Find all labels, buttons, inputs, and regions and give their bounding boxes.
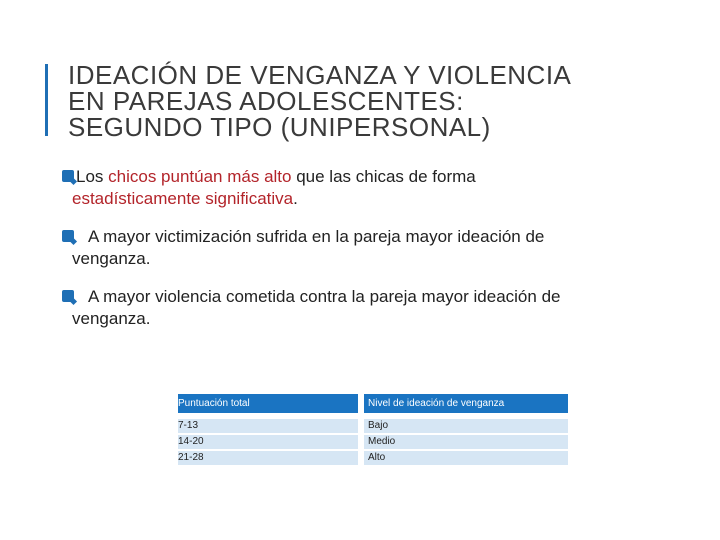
table-row	[178, 435, 568, 451]
bullet-text-line2: estadísticamente significativa.	[72, 189, 298, 208]
table-row	[178, 419, 568, 435]
bullet-list	[62, 166, 682, 346]
ideation-level: Medio	[358, 435, 568, 451]
checkbox-bullet-icon	[62, 170, 74, 182]
title-line-2: EN PAREJAS ADOLESCENTES:	[68, 86, 464, 116]
bullet-item-boys-score	[62, 166, 682, 210]
title-line-1: IDEACIÓN DE VENGANZA Y VIOLENCIA	[68, 60, 572, 90]
table-header-row	[178, 394, 568, 419]
header-total-score: Puntuación total	[178, 394, 358, 419]
highlight-boys: chicos puntúan más alto	[108, 167, 292, 186]
bullet-item-victimization	[62, 226, 682, 270]
title-accent-bar	[45, 64, 48, 136]
slide-title	[68, 62, 688, 140]
bullet-text-line2: venganza.	[72, 249, 151, 268]
ideation-level: Alto	[358, 451, 568, 467]
score-range: 7-13	[178, 419, 358, 435]
bullet-item-violence	[62, 286, 682, 330]
revenge-ideation-scale-table	[178, 394, 568, 467]
highlight-significance: estadísticamente significativa	[72, 189, 294, 208]
bullet-text-line2: venganza.	[72, 309, 151, 328]
checkbox-bullet-icon	[62, 290, 74, 302]
bullet-text-line1: Los chicos puntúan más alto que las chicas de forma	[76, 167, 476, 186]
bullet-text-line1: A mayor victimización sufrida en la pareja mayor ideación de	[88, 227, 545, 246]
table-row	[178, 451, 568, 467]
bullet-text-line1: A mayor violencia cometida contra la pareja mayor ideación de	[88, 287, 561, 306]
header-ideation-level: Nivel de ideación de venganza	[358, 394, 568, 419]
title-line-3: SEGUNDO TIPO (UNIPERSONAL)	[68, 112, 491, 142]
checkbox-bullet-icon	[62, 230, 74, 242]
ideation-level: Bajo	[358, 419, 568, 435]
score-range: 14-20	[178, 435, 358, 451]
score-range: 21-28	[178, 451, 358, 467]
